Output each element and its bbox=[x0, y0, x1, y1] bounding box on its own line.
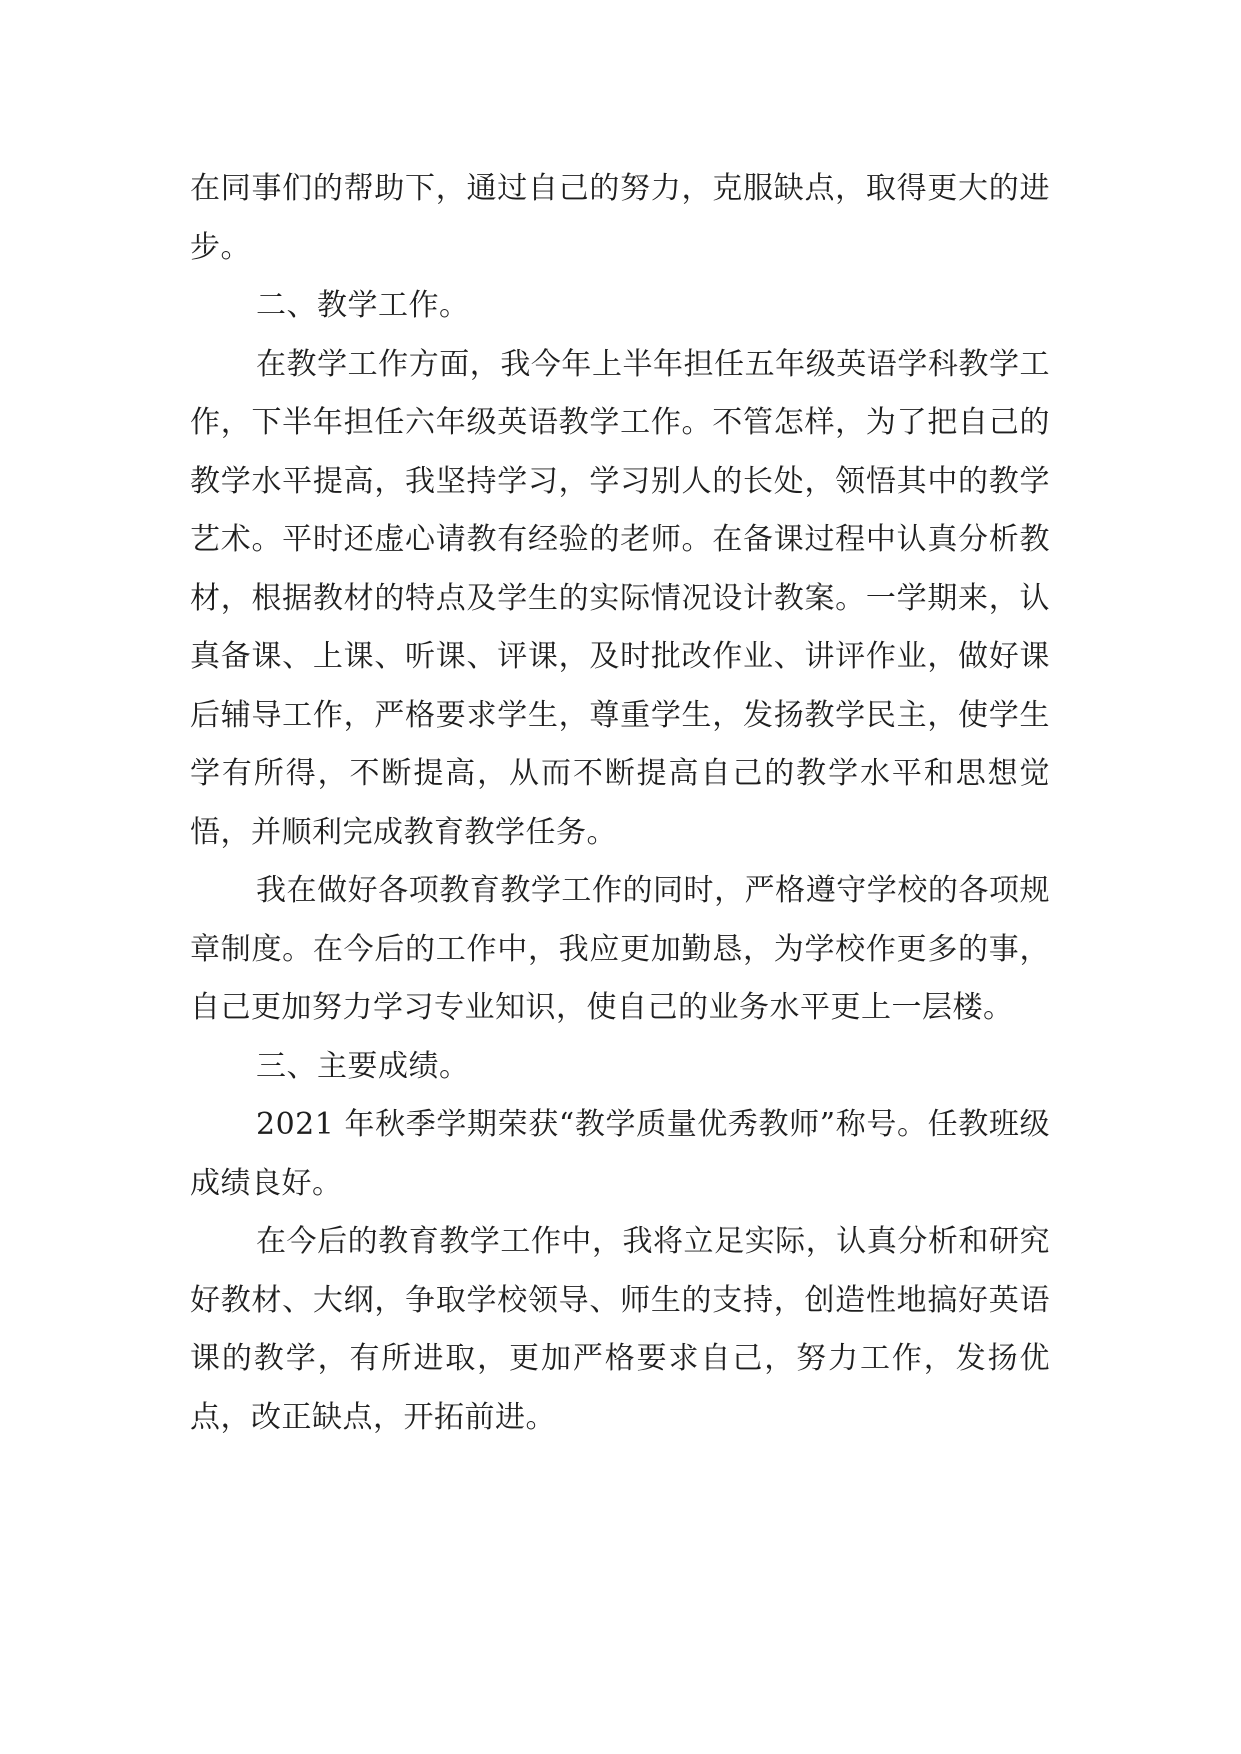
paragraph-school-rules: 我在做好各项教育教学工作的同时，严格遵守学校的各项规章制度。在今后的工作中，我应更加勤恳，为学校作更多的事，自己更加努力学习专业知识，使自己的业务水平更上一层楼。 bbox=[190, 873, 1050, 1025]
section-heading-teaching-work: 二、教学工作。 bbox=[256, 288, 470, 323]
paragraph-achievements: 2021 年秋季学期荣获“教学质量优秀教师”称号。任教班级成绩良好。 bbox=[190, 1107, 1050, 1201]
document-body bbox=[190, 160, 1050, 1447]
section-heading-achievements: 三、主要成绩。 bbox=[256, 1048, 470, 1084]
paragraph-continuation: 在同事们的帮助下，通过自己的努力，克服缺点，取得更大的进步。 bbox=[190, 171, 1050, 265]
paragraph-teaching-work: 在教学工作方面，我今年上半年担任五年级英语学科教学工作，下半年担任六年级英语教学工作。不管怎样，为了把自己的教学水平提高，我坚持学习，学习别人的长处，领悟其中的教学艺术。平时还虚心请教有经验的老师。在备课过程中认真分析教材，根据教材的特点及学生的实际情况设计教案。一学期来，认真备课、上课、听课、评课，及时批改作业、讲评作业，做好课后辅导工作，严格要求学生，尊重学生，发扬教学民主，使学生学有所得，不断提高，从而不断提高自己的教学水平和思想觉悟，并顺利完成教育教学任务。 bbox=[190, 346, 1050, 850]
paragraph-future-plans: 在今后的教育教学工作中，我将立足实际，认真分析和研究好教材、大纲，争取学校领导、师生的支持，创造性地搞好英语课的教学，有所进取，更加严格要求自己，努力工作，发扬优点，改正缺点，开拓前进。 bbox=[190, 1224, 1050, 1435]
